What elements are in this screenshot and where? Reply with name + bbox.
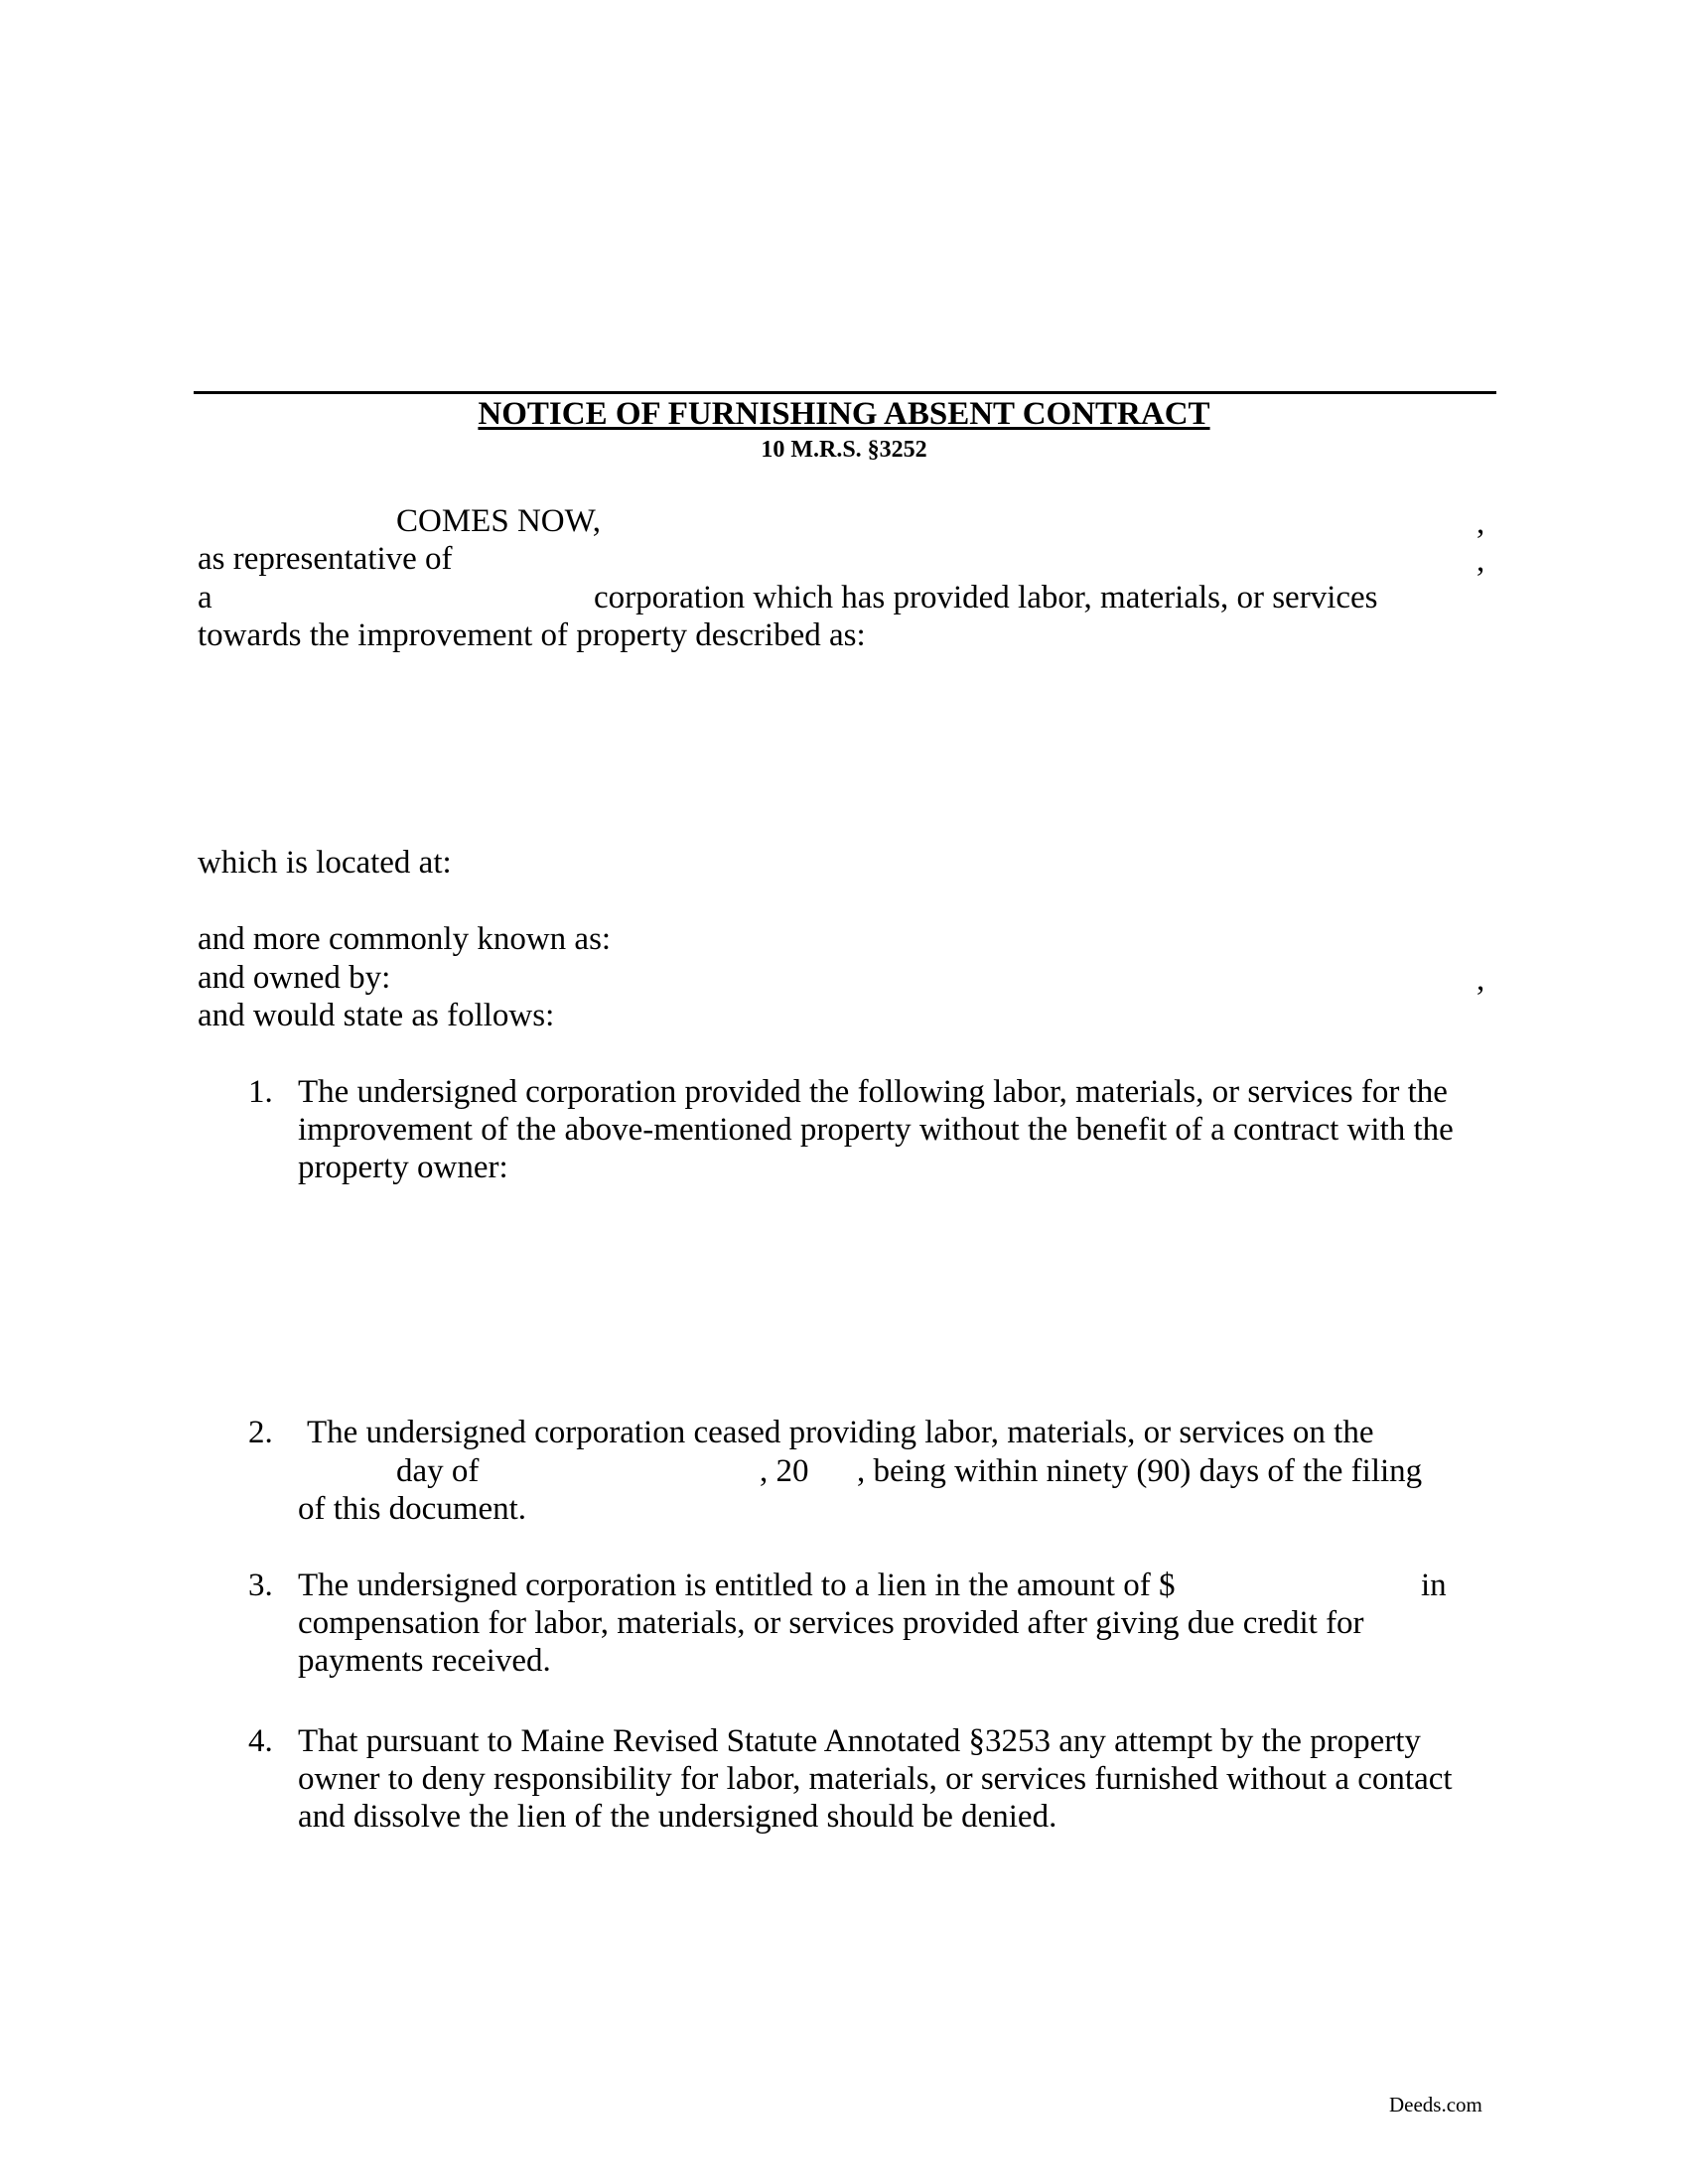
item-4-line-2: owner to deny responsibility for labor, materials, or services furnished without a contact xyxy=(298,1761,1453,1797)
corporation-text: corporation which has provided labor, materials, or services xyxy=(594,580,1378,615)
footer-watermark: Deeds.com xyxy=(1389,2093,1482,2116)
item-2-day-of: day of xyxy=(396,1453,480,1489)
article-a-text: a xyxy=(198,580,212,615)
item-2-line-3: of this document. xyxy=(298,1491,527,1527)
item-2-within: , being within ninety (90) days of the filing xyxy=(857,1453,1423,1489)
item-1-line-1: The undersigned corporation provided the following labor, materials, or services for the xyxy=(298,1074,1448,1110)
item-3-in: in xyxy=(1421,1568,1447,1603)
item-2-year-prefix: , 20 xyxy=(760,1453,809,1489)
item-3-line-3: payments received. xyxy=(298,1643,551,1679)
towards-improvement-text: towards the improvement of property described as: xyxy=(198,617,866,653)
state-follows-text: and would state as follows: xyxy=(198,998,555,1033)
item-4-line-1: That pursuant to Maine Revised Statute Annotated §3253 any attempt by the property xyxy=(298,1723,1421,1759)
item-1-line-2: improvement of the above-mentioned property without the benefit of a contract with the xyxy=(298,1112,1454,1148)
comma-2: , xyxy=(1477,543,1485,579)
document-title: NOTICE OF FURNISHING ABSENT CONTRACT xyxy=(478,396,1210,432)
title-rule xyxy=(194,391,1496,394)
item-1-number: 1. xyxy=(248,1074,273,1110)
owned-by-text: and owned by: xyxy=(198,960,391,996)
item-1-line-3: property owner: xyxy=(298,1150,508,1185)
item-2-line-1: The undersigned corporation ceased providing labor, materials, or services on the xyxy=(307,1415,1374,1450)
item-4-line-3: and dissolve the lien of the undersigned should be denied. xyxy=(298,1799,1057,1835)
commonly-known-text: and more commonly known as: xyxy=(198,921,612,957)
item-3-line-2: compensation for labor, materials, or services provided after giving due credit for xyxy=(298,1605,1364,1641)
item-3-number: 3. xyxy=(248,1568,273,1603)
item-4-number: 4. xyxy=(248,1723,273,1759)
comma-1: , xyxy=(1477,505,1485,541)
statute-citation: 10 M.R.S. §3252 xyxy=(761,437,927,463)
item-2-number: 2. xyxy=(248,1415,273,1450)
item-3-line-1: The undersigned corporation is entitled to a lien in the amount of $ xyxy=(298,1568,1176,1603)
as-representative-text: as representative of xyxy=(198,541,453,577)
comma-3: , xyxy=(1477,962,1485,998)
comes-now-text: COMES NOW, xyxy=(396,503,601,539)
located-at-text: which is located at: xyxy=(198,845,452,881)
